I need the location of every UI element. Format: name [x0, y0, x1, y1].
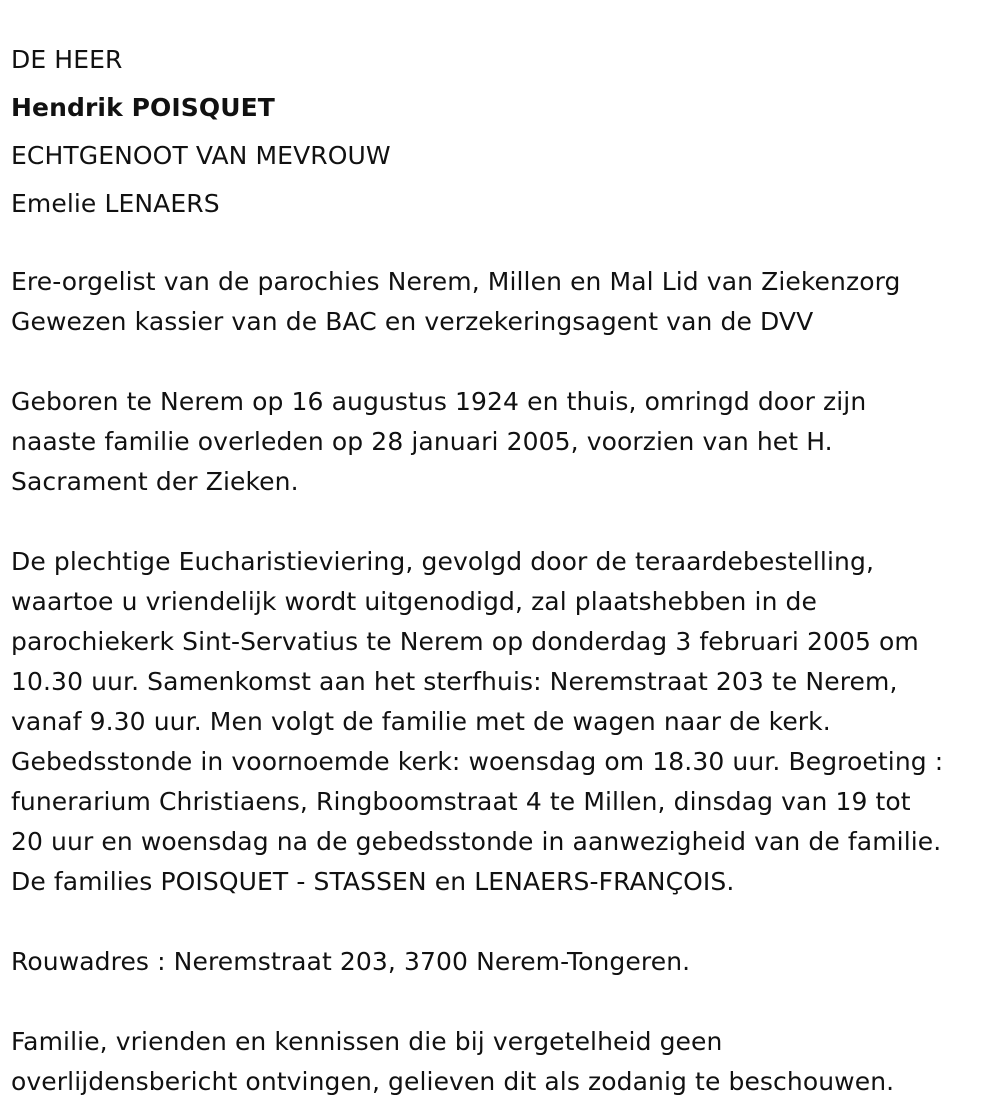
- closing-paragraph: [11, 1022, 996, 1102]
- text-line: funerarium Christiaens, Ringboomstraat 4 te Millen, dinsdag van 19 tot: [11, 787, 911, 816]
- roles-paragraph: [11, 262, 996, 342]
- text-line: parochiekerk Sint-Servatius te Nerem op donderdag 3 februari 2005 om: [11, 627, 919, 656]
- text-line: Ere-orgelist van de parochies Nerem, Millen en Mal Lid van Ziekenzorg: [11, 267, 901, 296]
- text-line: Gebedsstonde in voornoemde kerk: woensdag om 18.30 uur. Begroeting :: [11, 747, 944, 776]
- text-line: Rouwadres : Neremstraat 203, 3700 Nerem-Tongeren.: [11, 947, 691, 976]
- text-line: Sacrament der Zieken.: [11, 467, 299, 496]
- text-line: 20 uur en woensdag na de gebedsstonde in aanwezigheid van de familie.: [11, 827, 942, 856]
- text-line: Familie, vrienden en kennissen die bij vergetelheid geen: [11, 1027, 723, 1056]
- title-line: DE HEER: [11, 45, 123, 74]
- text-line: naaste familie overleden op 28 januari 2005, voorzien van het H.: [11, 427, 833, 456]
- text-line: vanaf 9.30 uur. Men volgt de familie met de wagen naar de kerk.: [11, 707, 831, 736]
- text-line: overlijdensbericht ontvingen, gelieven dit als zodanig te beschouwen.: [11, 1067, 895, 1096]
- address-paragraph: [11, 942, 996, 982]
- text-line: waartoe u vriendelijk wordt uitgenodigd, zal plaatshebben in de: [11, 587, 818, 616]
- spouse-label: ECHTGENOOT VAN MEVROUW: [11, 141, 391, 170]
- text-line: 10.30 uur. Samenkomst aan het sterfhuis: Neremstraat 203 te Nerem,: [11, 667, 898, 696]
- text-line: Gewezen kassier van de BAC en verzekeringsagent van de DVV: [11, 307, 814, 336]
- ceremony-paragraph: [11, 542, 996, 902]
- birth-death-paragraph: [11, 382, 996, 502]
- text-line: De families POISQUET - STASSEN en LENAERS-FRANÇOIS.: [11, 867, 735, 896]
- text-line: Geboren te Nerem op 16 augustus 1924 en thuis, omringd door zijn: [11, 387, 867, 416]
- deceased-name: Hendrik POISQUET: [11, 93, 275, 122]
- spouse-name: Emelie LENAERS: [11, 189, 220, 218]
- text-line: De plechtige Eucharistieviering, gevolgd door de teraardebestelling,: [11, 547, 874, 576]
